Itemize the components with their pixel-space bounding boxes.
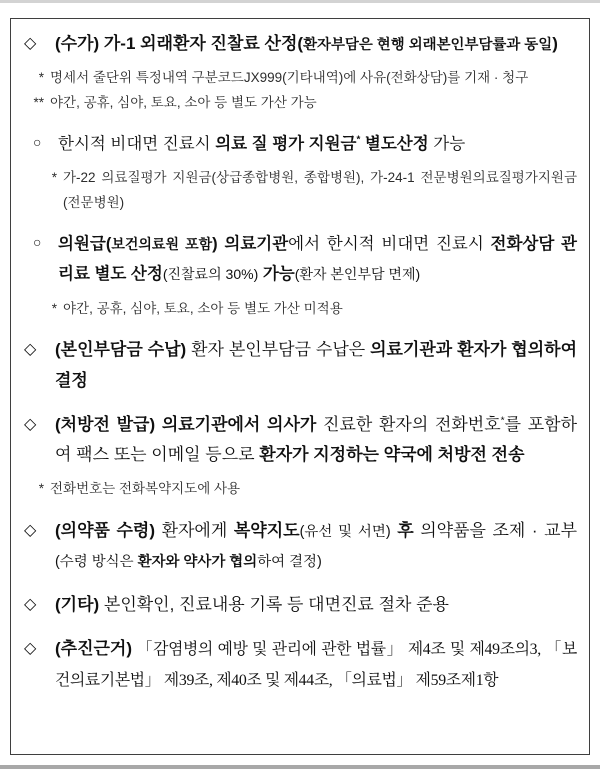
text-segment: 환자에게 [155,520,234,540]
section-text [50,66,577,90]
text-segment: 에서 한시적 비대면 진료시 [288,234,491,253]
footnote-item [24,166,577,215]
text-segment: ) 의료기관 [212,234,289,253]
text-segment: (수가) 가-1 외래환자 진찰료 산정( [55,34,304,53]
text-segment: (본인부담금 수납) [55,340,187,360]
section-text [55,335,577,396]
bottom-divider [0,765,600,769]
footnote-marker: * [38,481,44,497]
text-segment: 야간, 공휴, 심야, 토요, 소아 등 별도 가산 미적용 [63,300,343,316]
text-segment: 가능 [262,265,295,284]
text-segment: 명세서 줄단위 특정내역 구분코드JX999(기타내역)에 사유(전화상담)를 기재 · 청구 [50,70,529,86]
text-segment: (의약품 수령) [55,520,156,540]
text-segment: 의료 질 평가 지원금 [215,134,357,153]
policy-box [10,18,590,755]
text-segment: (기타) [55,595,100,615]
diamond-bullet-icon: ◇ [24,341,37,359]
text-segment: 전화번호는 전화복약지도에 사용 [50,481,241,497]
section-text [58,129,577,160]
text-segment: 야간, 공휴, 심야, 토요, 소아 등 별도 가산 가능 [50,94,317,110]
circle-bullet-icon: ○ [33,233,42,250]
footnote-marker: * [38,70,44,86]
section-text [55,29,577,59]
policy-item [24,590,577,620]
section-text [63,297,577,321]
text-segment: 환자가 지정하는 약국에 처방전 전송 [259,445,525,465]
footnote-marker: * [51,300,57,316]
top-divider [0,0,600,3]
section-text [50,477,577,501]
text-segment: 한시적 비대면 진료시 [58,134,216,153]
text-segment: 하여 결정) [257,553,322,570]
text-segment: * [500,415,505,427]
text-segment: ) [552,34,558,53]
section-text [55,516,577,577]
section-text [63,166,577,215]
text-segment: 를 포함하여 팩스 또는 이메일 등으로 [55,414,577,465]
text-segment: 보건의료원 포함 [111,235,213,252]
text-segment: (추진근거) [55,639,133,659]
policy-item [24,634,577,695]
text-segment: 의료기관과 환자가 협의하여 결정 [55,340,577,390]
text-segment: 가능 [428,134,466,153]
footnote-item [24,297,577,321]
policy-item [24,129,577,160]
text-segment: 의원급( [58,234,112,253]
policy-item [24,410,577,471]
text-segment: 환자 본인부담금 수납은 [186,340,371,360]
diamond-bullet-icon: ◇ [24,640,37,658]
text-segment: (처방전 발급) 의료기관에서 의사가 [55,414,317,434]
circle-bullet-icon: ○ [33,133,42,150]
text-segment: 의약품을 조제 · 교부 [413,520,577,540]
footnote-marker: * [51,170,57,186]
text-segment: 본인확인, 진료내용 기록 등 대면진료 절차 준용 [99,595,449,615]
text-segment: 환자부담은 현행 외래본인부담률과 동일 [303,37,553,53]
diamond-bullet-icon: ◇ [24,35,37,52]
footnote-marker: ** [33,94,44,110]
section-text [55,634,577,695]
section-text [55,410,577,471]
section-text [50,91,577,115]
text-segment: (환자 본인부담 면제) [294,266,421,283]
text-segment: 별도산정 [360,134,429,153]
footnote-item [24,66,577,90]
text-segment: 환자와 약사가 협의 [137,553,258,570]
policy-item [24,29,577,59]
section-text [58,229,577,290]
policy-item [24,335,577,396]
text-segment: 진료한 환자의 전화번호 [316,414,501,434]
section-text [55,590,577,620]
policy-item [24,229,577,290]
footnote-item [24,477,577,501]
text-segment: (진찰료의 30%) [162,266,259,283]
text-segment: * [356,134,361,146]
footnote-item [24,91,577,115]
text-segment: 「감염병의 예방 및 관리에 관한 법률」 제4조 및 제49조의3, 「보건의료기본법」 제39조, 제40조 및 제44조, 「의료법」 제59조제1항 [55,641,577,689]
text-segment: 후 [397,520,414,540]
text-segment: 전화상담 관리료 별도 산정 [58,234,578,284]
diamond-bullet-icon: ◇ [24,415,37,433]
diamond-bullet-icon: ◇ [24,596,37,614]
diamond-bullet-icon: ◇ [24,521,37,539]
text-segment: (유선 및 서면) [299,523,391,540]
policy-item [24,516,577,577]
text-segment: 가-22 의료질평가 지원금(상급종합병원, 종합병원), 가-24-1 전문병원의료질평가지원금(전문병원) [63,170,577,210]
text-segment: 복약지도 [233,520,300,540]
text-segment: (수령 방식은 [55,553,138,570]
